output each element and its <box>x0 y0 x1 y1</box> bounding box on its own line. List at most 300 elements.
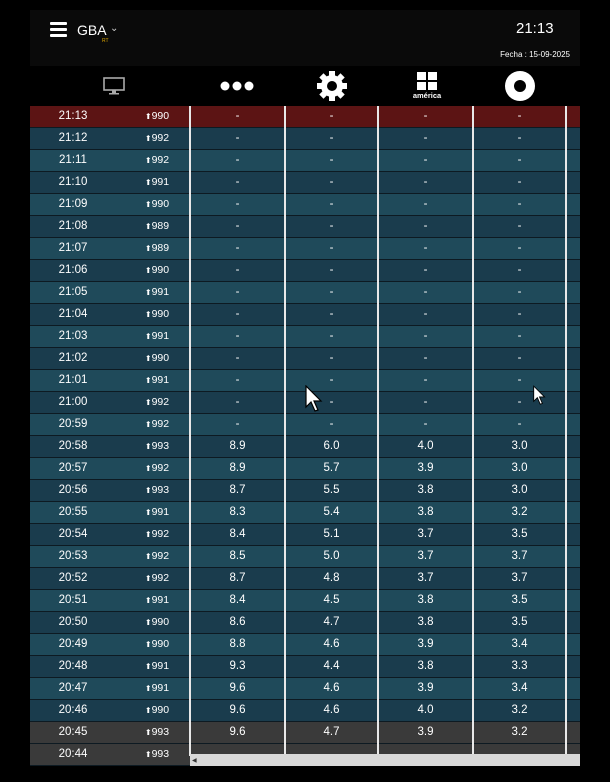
value-cell-text: - <box>423 176 428 188</box>
value-cell-text: 8.4 <box>229 594 246 606</box>
value-cell <box>378 150 473 171</box>
value-cell <box>378 260 473 281</box>
value-cell-text: - <box>329 396 334 408</box>
value-cell <box>190 568 285 589</box>
value-cell-text: - <box>329 110 334 122</box>
value-cell-text: 4.8 <box>323 572 340 584</box>
pressure-cell <box>126 678 188 699</box>
pressure-cell <box>126 590 188 611</box>
pressure-cell <box>126 700 188 721</box>
pressure-arrow-icon: ⬆ <box>144 706 152 715</box>
value-cell-text: 3.7 <box>511 572 528 584</box>
table-row[interactable] <box>30 414 580 436</box>
column-divider <box>284 106 286 756</box>
pressure-arrow-icon: ⬆ <box>144 464 152 473</box>
time-cell <box>30 106 116 127</box>
pressure-arrow-icon: ⬆ <box>144 178 152 187</box>
pressure-arrow-icon: ⬆ <box>144 442 152 451</box>
time-cell <box>30 700 116 721</box>
value-cell-text: 3.8 <box>417 594 434 606</box>
pressure-cell <box>126 326 188 347</box>
value-cell-text: 5.5 <box>323 484 340 496</box>
mouse-pointer-icon <box>533 385 546 406</box>
value-cell-text: 3.8 <box>417 506 434 518</box>
value-cell-text: - <box>329 176 334 188</box>
date-label: Fecha : 15-09-2025 <box>500 50 570 59</box>
pressure-cell-text: 992 <box>151 462 170 474</box>
value-cell-text: - <box>235 308 240 320</box>
pressure-arrow-icon: ⬆ <box>144 376 152 385</box>
value-cell-text: - <box>517 220 522 232</box>
value-cell <box>473 502 566 523</box>
value-cell <box>190 722 285 743</box>
pressure-arrow-icon: ⬆ <box>144 530 152 539</box>
value-cell <box>190 150 285 171</box>
pressure-arrow-icon: ⬆ <box>144 640 152 649</box>
value-cell-text: - <box>235 176 240 188</box>
value-cell <box>285 458 378 479</box>
value-cell-text: - <box>423 330 428 342</box>
value-cell-text: - <box>423 132 428 144</box>
value-cell <box>473 238 566 259</box>
value-cell-text: - <box>423 110 428 122</box>
pressure-cell-text: 991 <box>151 660 170 672</box>
value-cell-text: 3.7 <box>417 572 434 584</box>
time-cell <box>30 722 116 743</box>
table-row[interactable] <box>30 304 580 326</box>
more-dots-icon[interactable] <box>215 66 259 106</box>
america-button[interactable] <box>402 66 452 106</box>
horizontal-scrollbar[interactable] <box>190 754 580 766</box>
time-cell <box>30 612 116 633</box>
value-cell <box>190 502 285 523</box>
value-cell <box>473 150 566 171</box>
table-row[interactable] <box>30 700 580 722</box>
pressure-cell <box>126 524 188 545</box>
value-cell-text: 3.9 <box>417 638 434 650</box>
value-cell <box>285 502 378 523</box>
value-cell-text: - <box>423 308 428 320</box>
value-cell-text: - <box>235 220 240 232</box>
time-cell-text: 20:56 <box>58 484 88 496</box>
value-cell-text: 4.7 <box>323 616 340 628</box>
value-cell-text: 3.7 <box>417 528 434 540</box>
value-cell <box>473 678 566 699</box>
pressure-arrow-icon: ⬆ <box>144 332 152 341</box>
value-cell-text: 5.7 <box>323 462 340 474</box>
value-cell <box>473 656 566 677</box>
pressure-cell-text: 990 <box>151 308 170 320</box>
value-cell <box>190 194 285 215</box>
time-cell <box>30 392 116 413</box>
time-cell <box>30 458 116 479</box>
value-cell-text: - <box>423 198 428 210</box>
value-cell-text: 3.0 <box>511 484 528 496</box>
value-cell-text: - <box>235 352 240 364</box>
value-cell <box>378 106 473 127</box>
table-row[interactable] <box>30 568 580 590</box>
gear-icon[interactable] <box>310 66 354 106</box>
value-cell-text: - <box>329 132 334 144</box>
value-cell-text: 4.0 <box>417 440 434 452</box>
value-cell-text: 5.4 <box>323 506 340 518</box>
value-cell <box>473 480 566 501</box>
value-cell-text: 4.6 <box>323 704 340 716</box>
value-cell <box>378 634 473 655</box>
value-cell-text: - <box>517 352 522 364</box>
value-cell <box>473 128 566 149</box>
value-cell-text: - <box>423 264 428 276</box>
time-cell <box>30 216 116 237</box>
pressure-cell-text: 990 <box>151 352 170 364</box>
time-cell <box>30 348 116 369</box>
pressure-cell <box>126 656 188 677</box>
time-cell <box>30 678 116 699</box>
value-cell-text: - <box>235 374 240 386</box>
value-cell <box>473 436 566 457</box>
value-cell-text: - <box>423 286 428 298</box>
column-divider <box>189 106 191 756</box>
time-cell-text: 21:07 <box>58 242 88 254</box>
value-cell <box>378 590 473 611</box>
value-cell-text: 3.2 <box>511 506 528 518</box>
pressure-arrow-icon: ⬆ <box>144 398 152 407</box>
data-table[interactable] <box>30 106 580 766</box>
value-cell <box>473 524 566 545</box>
value-cell <box>190 260 285 281</box>
pressure-arrow-icon: ⬆ <box>144 112 152 121</box>
pressure-cell-text: 991 <box>151 286 170 298</box>
value-cell <box>190 370 285 391</box>
value-cell-text: - <box>517 418 522 430</box>
value-cell-text: 3.7 <box>511 550 528 562</box>
pressure-cell-text: 990 <box>151 110 170 122</box>
value-cell-text: 5.0 <box>323 550 340 562</box>
value-cell <box>190 326 285 347</box>
table-row[interactable] <box>30 612 580 634</box>
value-cell <box>378 282 473 303</box>
value-cell <box>285 678 378 699</box>
region-selector[interactable]: GBA <box>77 22 107 38</box>
value-cell-text: 3.8 <box>417 616 434 628</box>
pressure-cell-text: 992 <box>151 396 170 408</box>
pressure-arrow-icon: ⬆ <box>144 156 152 165</box>
pressure-arrow-icon: ⬆ <box>144 662 152 671</box>
table-row[interactable] <box>30 216 580 238</box>
value-cell <box>285 590 378 611</box>
table-row[interactable] <box>30 150 580 172</box>
value-cell-text: - <box>329 154 334 166</box>
value-cell <box>285 260 378 281</box>
value-cell-text: - <box>517 374 522 386</box>
value-cell-text: 3.9 <box>417 462 434 474</box>
pressure-cell-text: 991 <box>151 682 170 694</box>
value-cell-text: - <box>235 242 240 254</box>
circle-icon[interactable] <box>500 66 540 106</box>
value-cell <box>378 414 473 435</box>
pressure-cell-text: 991 <box>151 506 170 518</box>
time-cell-text: 21:04 <box>58 308 88 320</box>
time-cell-text: 20:50 <box>58 616 88 628</box>
value-cell-text: 6.0 <box>323 440 340 452</box>
time-cell-text: 20:47 <box>58 682 88 694</box>
value-cell <box>473 392 566 413</box>
value-cell-text: - <box>517 264 522 276</box>
value-cell <box>285 568 378 589</box>
time-cell-text: 21:13 <box>58 110 88 122</box>
pressure-cell-text: 992 <box>151 550 170 562</box>
value-cell <box>285 238 378 259</box>
time-cell <box>30 436 116 457</box>
time-cell-text: 21:06 <box>58 264 88 276</box>
windows-grid-icon <box>417 72 437 90</box>
table-row[interactable] <box>30 722 580 744</box>
pressure-cell <box>126 634 188 655</box>
pressure-arrow-icon: ⬆ <box>144 354 152 363</box>
value-cell-text: 8.5 <box>229 550 246 562</box>
value-cell <box>190 458 285 479</box>
time-cell <box>30 370 116 391</box>
value-cell <box>285 348 378 369</box>
table-row[interactable] <box>30 634 580 656</box>
value-cell <box>473 282 566 303</box>
value-cell-text: - <box>235 396 240 408</box>
time-cell-text: 20:44 <box>58 748 88 760</box>
top-bar <box>30 10 580 66</box>
value-cell-text: - <box>329 198 334 210</box>
value-cell <box>190 590 285 611</box>
value-cell-text: 3.5 <box>511 616 528 628</box>
pressure-cell-text: 993 <box>151 484 170 496</box>
value-cell-text: - <box>235 110 240 122</box>
pressure-arrow-icon: ⬆ <box>144 486 152 495</box>
value-cell-text: 3.5 <box>511 528 528 540</box>
time-cell-text: 21:02 <box>58 352 88 364</box>
value-cell-text: 9.3 <box>229 660 246 672</box>
table-row[interactable] <box>30 458 580 480</box>
value-cell <box>190 634 285 655</box>
value-cell-text: - <box>329 242 334 254</box>
value-cell <box>190 238 285 259</box>
pressure-cell-text: 992 <box>151 572 170 584</box>
value-cell <box>285 282 378 303</box>
time-cell <box>30 326 116 347</box>
value-cell-text: 3.4 <box>511 638 528 650</box>
time-cell <box>30 744 116 765</box>
table-row[interactable] <box>30 106 580 128</box>
value-cell <box>190 414 285 435</box>
time-cell-text: 20:46 <box>58 704 88 716</box>
time-cell-text: 20:49 <box>58 638 88 650</box>
value-cell <box>285 106 378 127</box>
value-cell <box>473 304 566 325</box>
value-cell <box>473 590 566 611</box>
table-row[interactable] <box>30 678 580 700</box>
pressure-cell-text: 993 <box>151 748 170 760</box>
pressure-arrow-icon: ⬆ <box>144 244 152 253</box>
value-cell <box>285 436 378 457</box>
value-cell <box>378 128 473 149</box>
scroll-left-arrow-icon[interactable]: ◀ <box>192 758 197 764</box>
table-row[interactable] <box>30 194 580 216</box>
value-cell <box>378 722 473 743</box>
value-cell <box>285 656 378 677</box>
pressure-arrow-icon: ⬆ <box>144 420 152 429</box>
time-cell-text: 21:00 <box>58 396 88 408</box>
value-cell-text: 3.8 <box>417 660 434 672</box>
time-cell-text: 21:09 <box>58 198 88 210</box>
value-cell-text: - <box>423 242 428 254</box>
table-row[interactable] <box>30 326 580 348</box>
value-cell-text: - <box>329 330 334 342</box>
value-cell <box>473 612 566 633</box>
value-cell-text: - <box>235 330 240 342</box>
pressure-cell-text: 990 <box>151 616 170 628</box>
pressure-cell-text: 989 <box>151 220 170 232</box>
value-cell <box>285 172 378 193</box>
time-cell-text: 20:54 <box>58 528 88 540</box>
pressure-arrow-icon: ⬆ <box>144 310 152 319</box>
pressure-cell-text: 993 <box>151 440 170 452</box>
value-cell-text: 9.6 <box>229 682 246 694</box>
value-cell <box>285 216 378 237</box>
table-row[interactable] <box>30 128 580 150</box>
value-cell <box>473 722 566 743</box>
table-row[interactable] <box>30 348 580 370</box>
table-row[interactable] <box>30 502 580 524</box>
table-row[interactable] <box>30 238 580 260</box>
pressure-cell <box>126 260 188 281</box>
value-cell-text: - <box>235 132 240 144</box>
monitor-icon[interactable] <box>90 66 138 106</box>
value-cell <box>190 216 285 237</box>
table-row[interactable] <box>30 260 580 282</box>
value-cell <box>378 458 473 479</box>
value-cell-text: - <box>423 352 428 364</box>
time-cell <box>30 590 116 611</box>
pressure-cell <box>126 106 188 127</box>
current-time: 21:13 <box>516 20 554 37</box>
value-cell <box>378 612 473 633</box>
time-cell-text: 20:51 <box>58 594 88 606</box>
value-cell-text: 3.9 <box>417 682 434 694</box>
pressure-cell-text: 990 <box>151 264 170 276</box>
value-cell <box>285 546 378 567</box>
toolbar <box>30 66 580 106</box>
value-cell-text: 5.1 <box>323 528 340 540</box>
value-cell-text: - <box>423 220 428 232</box>
value-cell <box>473 326 566 347</box>
value-cell <box>285 524 378 545</box>
time-cell <box>30 414 116 435</box>
time-cell <box>30 480 116 501</box>
pressure-cell-text: 992 <box>151 132 170 144</box>
value-cell <box>378 656 473 677</box>
value-cell-text: 3.8 <box>417 484 434 496</box>
table-body <box>30 106 580 766</box>
time-cell <box>30 260 116 281</box>
value-cell <box>190 348 285 369</box>
value-cell <box>378 392 473 413</box>
table-row[interactable] <box>30 524 580 546</box>
value-cell <box>285 326 378 347</box>
value-cell-text: - <box>423 374 428 386</box>
value-cell <box>190 546 285 567</box>
value-cell <box>378 546 473 567</box>
value-cell-text: 3.7 <box>417 550 434 562</box>
time-cell <box>30 656 116 677</box>
value-cell-text: - <box>235 418 240 430</box>
value-cell-text: 8.9 <box>229 440 246 452</box>
pressure-arrow-icon: ⬆ <box>144 574 152 583</box>
time-cell-text: 21:08 <box>58 220 88 232</box>
time-cell-text: 21:10 <box>58 176 88 188</box>
table-row[interactable] <box>30 436 580 458</box>
table-row[interactable] <box>30 546 580 568</box>
value-cell <box>190 128 285 149</box>
pressure-arrow-icon: ⬆ <box>144 596 152 605</box>
value-cell <box>190 392 285 413</box>
value-cell <box>378 436 473 457</box>
pressure-cell <box>126 304 188 325</box>
time-cell-text: 20:48 <box>58 660 88 672</box>
value-cell <box>285 634 378 655</box>
pressure-cell <box>126 502 188 523</box>
value-cell-text: 4.5 <box>323 594 340 606</box>
time-cell-text: 21:05 <box>58 286 88 298</box>
value-cell-text: - <box>517 110 522 122</box>
time-cell <box>30 282 116 303</box>
pressure-cell <box>126 172 188 193</box>
pressure-cell <box>126 612 188 633</box>
region-subtitle: RT <box>102 38 109 44</box>
value-cell-text: 4.6 <box>323 638 340 650</box>
value-cell <box>473 260 566 281</box>
pressure-cell-text: 991 <box>151 330 170 342</box>
value-cell-text: - <box>517 396 522 408</box>
value-cell <box>190 436 285 457</box>
table-row[interactable] <box>30 282 580 304</box>
hamburger-menu-icon[interactable] <box>50 22 67 38</box>
table-row[interactable] <box>30 172 580 194</box>
value-cell <box>473 634 566 655</box>
pressure-arrow-icon: ⬆ <box>144 266 152 275</box>
time-cell <box>30 128 116 149</box>
value-cell <box>190 172 285 193</box>
pressure-arrow-icon: ⬆ <box>144 618 152 627</box>
table-row[interactable] <box>30 480 580 502</box>
value-cell-text: 8.7 <box>229 484 246 496</box>
value-cell-text: 4.0 <box>417 704 434 716</box>
value-cell-text: 3.5 <box>511 594 528 606</box>
value-cell <box>473 568 566 589</box>
value-cell-text: - <box>423 154 428 166</box>
chevron-down-icon[interactable]: ⌄ <box>110 23 119 34</box>
pressure-cell-text: 992 <box>151 154 170 166</box>
pressure-cell <box>126 744 188 765</box>
value-cell-text: 9.6 <box>229 726 246 738</box>
america-label: américa <box>412 91 442 100</box>
table-row[interactable] <box>30 590 580 612</box>
value-cell <box>378 172 473 193</box>
value-cell-text: 8.6 <box>229 616 246 628</box>
pressure-cell <box>126 458 188 479</box>
time-cell-text: 21:11 <box>59 154 87 166</box>
value-cell <box>378 370 473 391</box>
table-row[interactable] <box>30 656 580 678</box>
value-cell <box>378 348 473 369</box>
value-cell <box>285 722 378 743</box>
